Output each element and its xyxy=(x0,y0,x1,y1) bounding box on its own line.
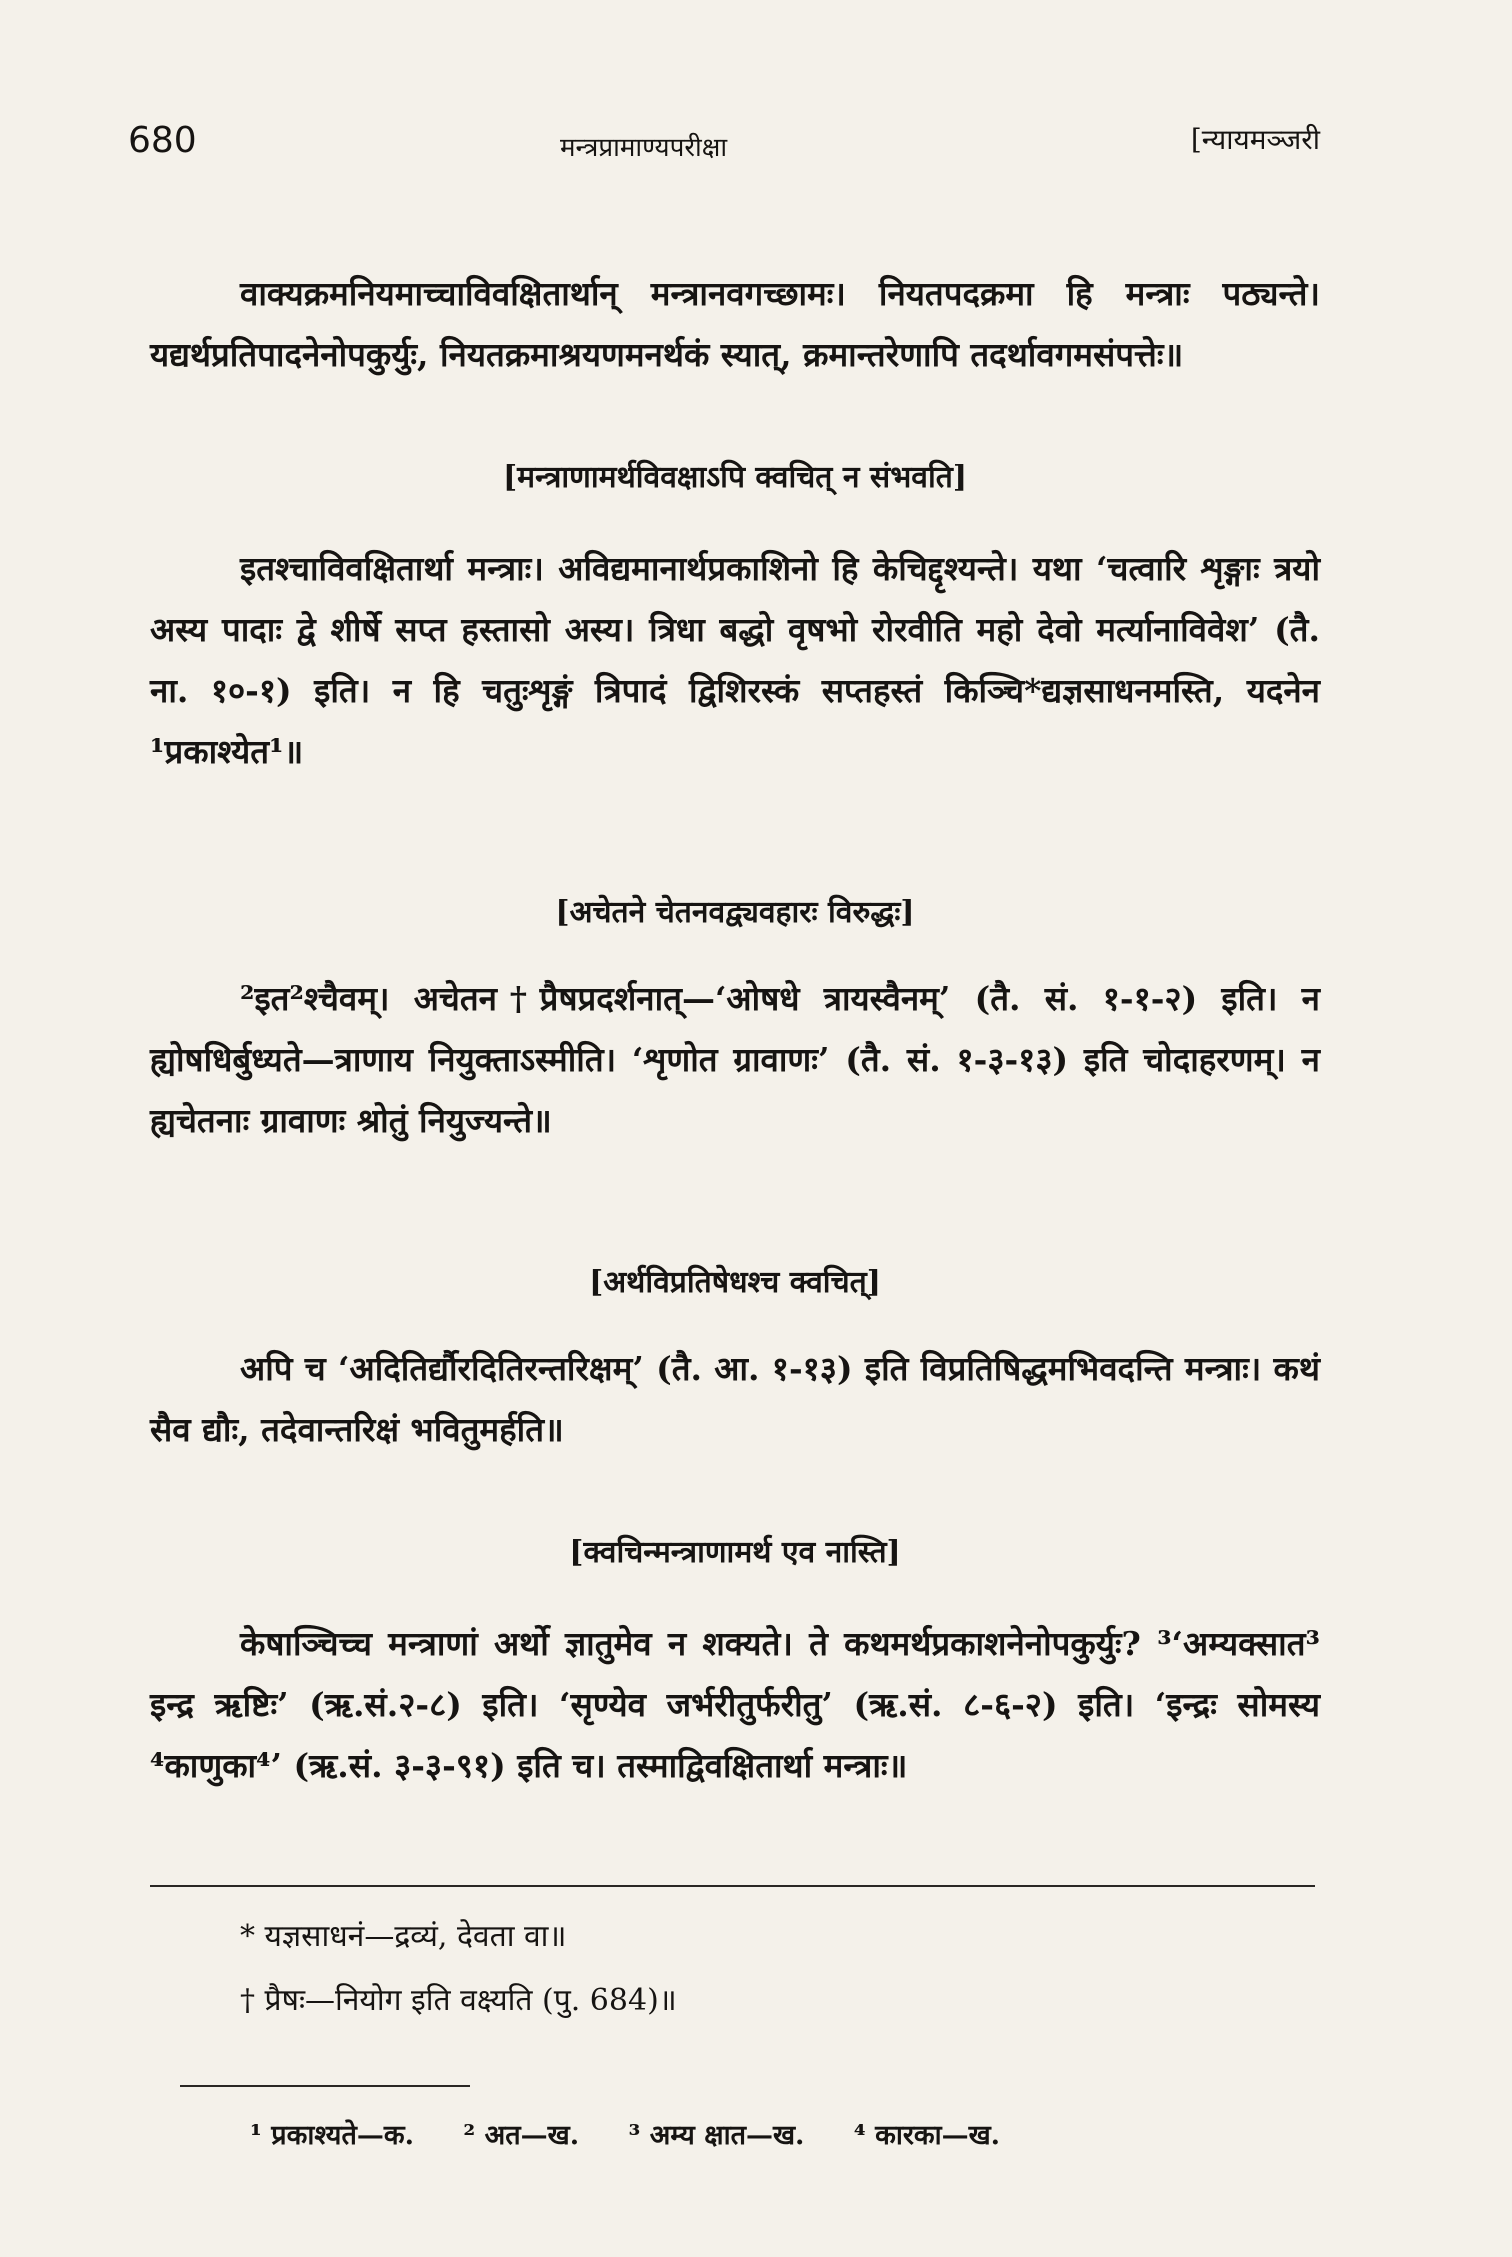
variant-4: ⁴ कारका—ख. xyxy=(853,2120,1001,2151)
variant-3: ³ अम्य क्षात—ख. xyxy=(628,2120,805,2151)
section-heading-2: [अचेतने चेतनवद्व्यवहारः विरुद्धः] xyxy=(555,895,915,930)
section-tag: [न्यायमञ्जरी xyxy=(1190,123,1320,156)
page-header xyxy=(120,120,1320,180)
variant-2: ² अत—ख. xyxy=(463,2120,580,2151)
variants-divider xyxy=(180,2085,470,2087)
page-number: 680 xyxy=(128,120,197,161)
running-title: मन्त्रप्रामाण्यपरीक्षा xyxy=(560,133,728,163)
paragraph-5: केषाञ्चिच्च मन्त्राणां अर्थो ज्ञातुमेव न शक्यते। ते कथमर्थप्रकाशनेनोपकुर्युः? ³‘अम्यक्सात³ इन्द्र ऋष्टिः’ (ऋ.सं.२-८) इति। ‘सृण्येव जर्भरीतुर्फरीतु’ (ऋ.सं. ८-६-२) इति। ‘इन्द्रः सोमस्य ⁴काणुका⁴’ (ऋ.सं. ३-३-९१) इति च। तस्माद्विवक्षितार्था मन्त्राः॥ xyxy=(150,1624,1320,1785)
section-heading-1: [मन्त्राणामर्थविवक्षाऽपि क्वचित् न संभवति] xyxy=(502,460,968,495)
footnote-2: † प्रैषः—नियोग इति वक्ष्यति (पु. 684)॥ xyxy=(240,1983,677,2018)
footnote-divider xyxy=(150,1885,1315,1887)
paragraph-4: अपि च ‘अदितिर्द्यौरदितिरन्तरिक्षम्’ (तै. आ. १-१३) इति विप्रतिषिद्धमभिवदन्ति मन्त्राः। कथं सैव द्यौः, तदेवान्तरिक्षं भवितुमर्हति॥ xyxy=(150,1349,1320,1449)
footnote-1: * यज्ञसाधनं—द्रव्यं, देवता वा॥ xyxy=(240,1919,567,1954)
variant-readings xyxy=(250,2115,1250,2152)
section-heading-3: [अर्थविप्रतिषेधश्च क्वचित्] xyxy=(589,1265,881,1300)
variant-1: ¹ प्रकाश्यते—क. xyxy=(250,2120,414,2151)
paragraph-1: वाक्यक्रमनियमाच्चाविवक्षितार्थान् मन्त्रानवगच्छामः। नियतपदक्रमा हि मन्त्राः पठ्यन्ते। यद्यर्थप्रतिपादनेनोपकुर्युः, नियतक्रमाश्रयणमनर्थकं स्यात्, क्रमान्तरेणापि तदर्थावगमसंपत्तेः॥ xyxy=(150,274,1320,374)
paragraph-2: इतश्चाविवक्षितार्था मन्त्राः। अविद्यमानार्थप्रकाशिनो हि केचिद्दृश्यन्ते। यथा ‘चत्वारि शृङ्गाः त्रयो अस्य पादाः द्वे शीर्षे सप्त हस्तासो अस्य। त्रिधा बद्धो वृषभो रोरवीति महो देवो मर्त्यानाविवेश’ (तै. ना. १०-१) इति। न हि चतुःशृङ्गं त्रिपादं द्विशिरस्कं सप्तहस्तं किञ्चि*द्यज्ञसाधनमस्ति, यदनेन ¹प्रकाश्येत¹॥ xyxy=(150,549,1320,771)
section-heading-4: [क्वचिन्मन्त्राणामर्थ एव नास्ति] xyxy=(569,1535,901,1570)
paragraph-3: ²इत²श्चैवम्। अचेतन†प्रैषप्रदर्शनात्—‘ओषधे त्रायस्वैनम्’ (तै. सं. १-१-२) इति। न ह्योषधिर्बुध्यते—त्राणाय नियुक्ताऽस्मीति। ‘शृणोत ग्रावाणः’ (तै. सं. १-३-१३) इति चोदाहरणम्। न ह्यचेतनाः ग्रावाणः श्रोतुं नियुज्यन्ते॥ xyxy=(150,979,1320,1140)
footnotes xyxy=(240,1905,1240,2033)
